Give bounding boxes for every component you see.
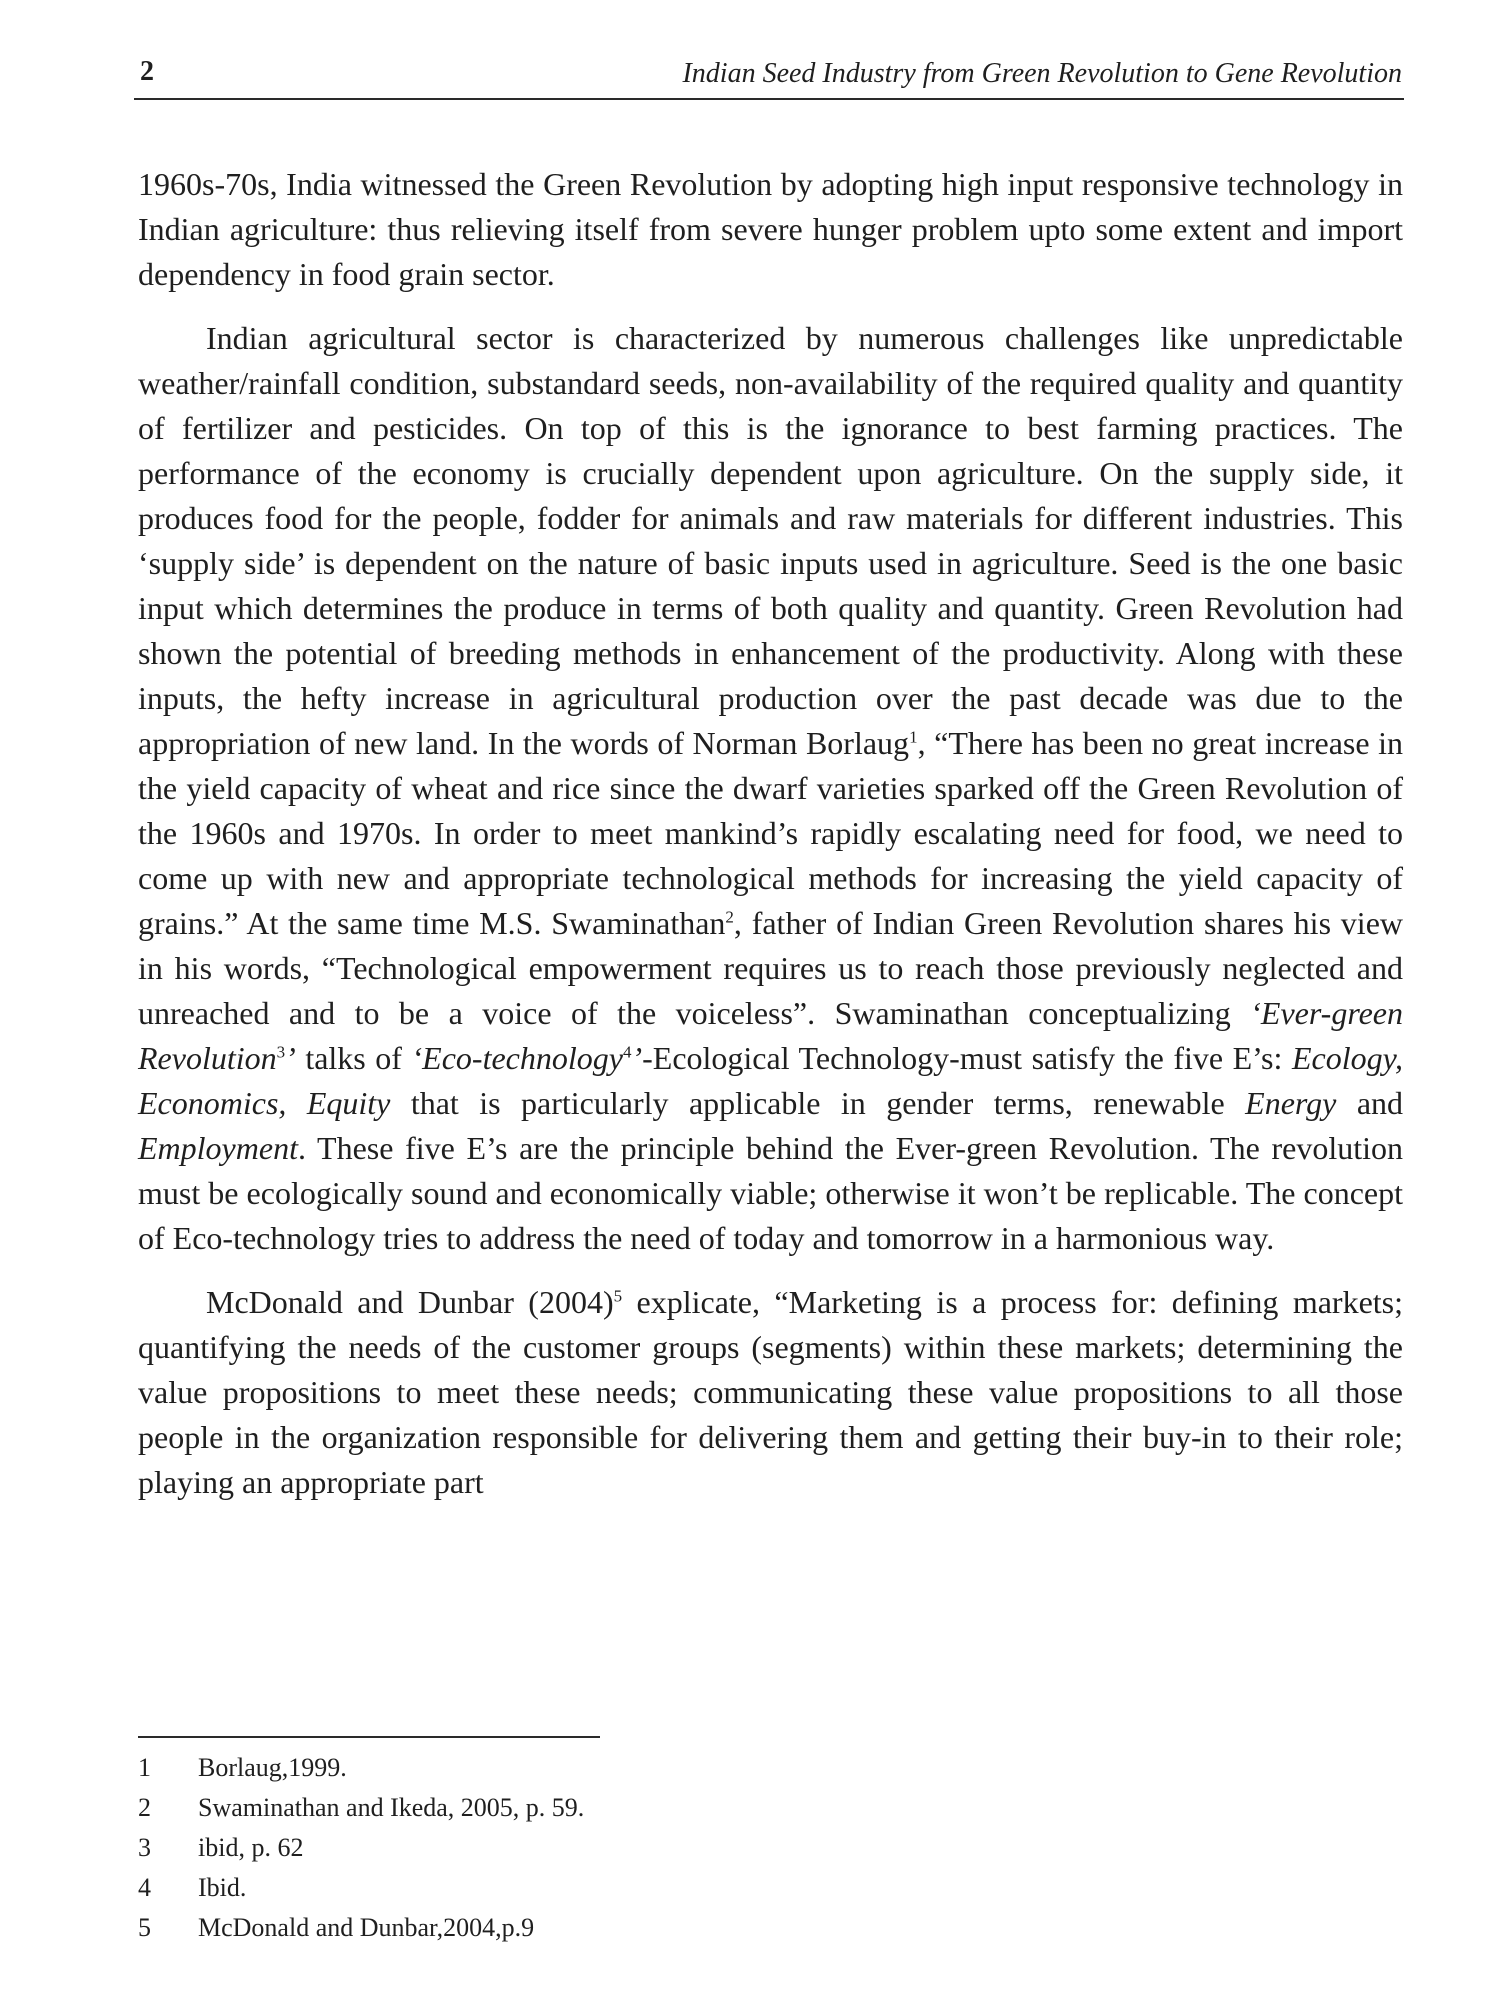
page-header	[134, 52, 1404, 100]
energy-term: Energy	[1245, 1085, 1337, 1121]
paragraph-1: 1960s-70s, India witnessed the Green Revolution by adopting high input responsive technology in Indian agriculture: thus relieving itself from severe hunger problem upto some extent and import dependency in food grain sector.	[138, 166, 1403, 292]
paragraph-2	[138, 316, 1403, 1261]
paragraph-2-text: , father of Indian Green Revolution shares his view in his words, “Technological empowerment requires us to reach those previously neglected and unreached and to be a voice of the voiceless”. Swaminathan conceptualizing	[138, 905, 1404, 1031]
footnote-item	[134, 1868, 1034, 1908]
page-number: 2	[140, 56, 154, 87]
paragraph-2-text: and	[1336, 1085, 1404, 1121]
footnote-number: 4	[138, 1873, 151, 1902]
evergreen-revolution-term: ‘Ever-green Revolution	[138, 995, 1403, 1076]
paragraph-3-text: McDonald and Dunbar (2004)	[206, 1284, 614, 1320]
footnote-number: 2	[138, 1793, 151, 1822]
evergreen-revolution-quote-close: ’	[285, 1040, 296, 1076]
footnote-text: Borlaug,1999.	[198, 1753, 347, 1782]
footnote-number: 3	[138, 1833, 151, 1862]
footnote-item	[134, 1748, 1034, 1788]
footnote-ref-5: 5	[613, 1286, 623, 1306]
footnote-item	[134, 1788, 1034, 1828]
footnote-ref-1: 1	[909, 727, 918, 747]
employment-term: Employment	[138, 1130, 298, 1166]
paragraph-2-text: -Ecological Technology-must satisfy the five E’s:	[642, 1040, 1292, 1076]
footnote-text: Swaminathan and Ikeda, 2005, p. 59.	[198, 1793, 585, 1822]
running-title: Indian Seed Industry from Green Revolution to Gene Revolution	[682, 58, 1402, 89]
body-text	[138, 162, 1403, 1505]
footnote-text: Ibid.	[198, 1873, 247, 1902]
paragraph-2-text: talks of	[295, 1040, 412, 1076]
paragraph-3-text: explicate, “Marketing is a process for: defining markets; quantifying the needs of the customer groups (segments) within these markets; determining the value propositions to meet these needs; communicating these value propositions to all those people in the organization responsible for delivering them and getting their buy-in to their role; playing an appropriate part	[138, 1284, 1404, 1500]
footnote-ref-4: 4	[622, 1042, 632, 1062]
footnote-text: ibid, p. 62	[198, 1833, 304, 1862]
paragraph-2-text: , “There has been no great increase in the yield capacity of wheat and rice since the dwarf varieties sparked off the Green Revolution of the 1960s and 1970s. In order to meet mankind’s rapidly escalating need for food, we need to come up with new and appropriate technological methods for increasing the yield capacity of grains.” At the same time M.S. Swaminathan	[138, 725, 1404, 941]
footnote-item	[134, 1908, 1034, 1948]
paragraph-2-text: Indian agricultural sector is characterized by numerous challenges like unpredictable weather/rainfall condition, substandard seeds, non-availability of the required quality and quantity of fertilizer and pesticides. On top of this is the ignorance to best farming practices. The performance of the economy is crucially dependent upon agriculture. On the supply side, it produces food for the people, fodder for animals and raw materials for different industries. This ‘supply side’ is dependent on the nature of basic inputs used in agriculture. Seed is the one basic input which determines the produce in terms of both quality and quantity. Green Revolution had shown the potential of breeding methods in enhancement of the productivity. Along with these inputs, the hefty increase in agricultural production over the past decade was due to the appropriation of new land. In the words of Norman Borlaug	[138, 320, 1403, 761]
paragraph-2-text: . These five E’s are the principle behind the Ever-green Revolution. The revolution must be ecologically sound and economically viable; otherwise it won’t be replicable. The concept of Eco-technology tries to address the need of today and tomorrow in a harmonious way.	[138, 1130, 1403, 1256]
paragraph-3	[138, 1280, 1403, 1505]
footnote-number: 1	[138, 1753, 151, 1782]
footnote-ref-3: 3	[276, 1042, 286, 1062]
footnote-text: McDonald and Dunbar,2004,p.9	[198, 1913, 535, 1942]
footnote-divider	[138, 1736, 600, 1738]
five-e-terms: Ecology, Economics, Equity	[138, 1040, 1404, 1121]
eco-technology-quote-close: ’	[631, 1040, 643, 1076]
paragraph-2-text: that is particularly applicable in gender terms, renewable	[390, 1085, 1246, 1121]
footnotes-list	[134, 1748, 1034, 1948]
eco-technology-term: ‘Eco-technology	[411, 1040, 623, 1076]
footnote-item	[134, 1828, 1034, 1868]
footnote-ref-2: 2	[725, 907, 734, 927]
footnote-number: 5	[138, 1913, 151, 1942]
